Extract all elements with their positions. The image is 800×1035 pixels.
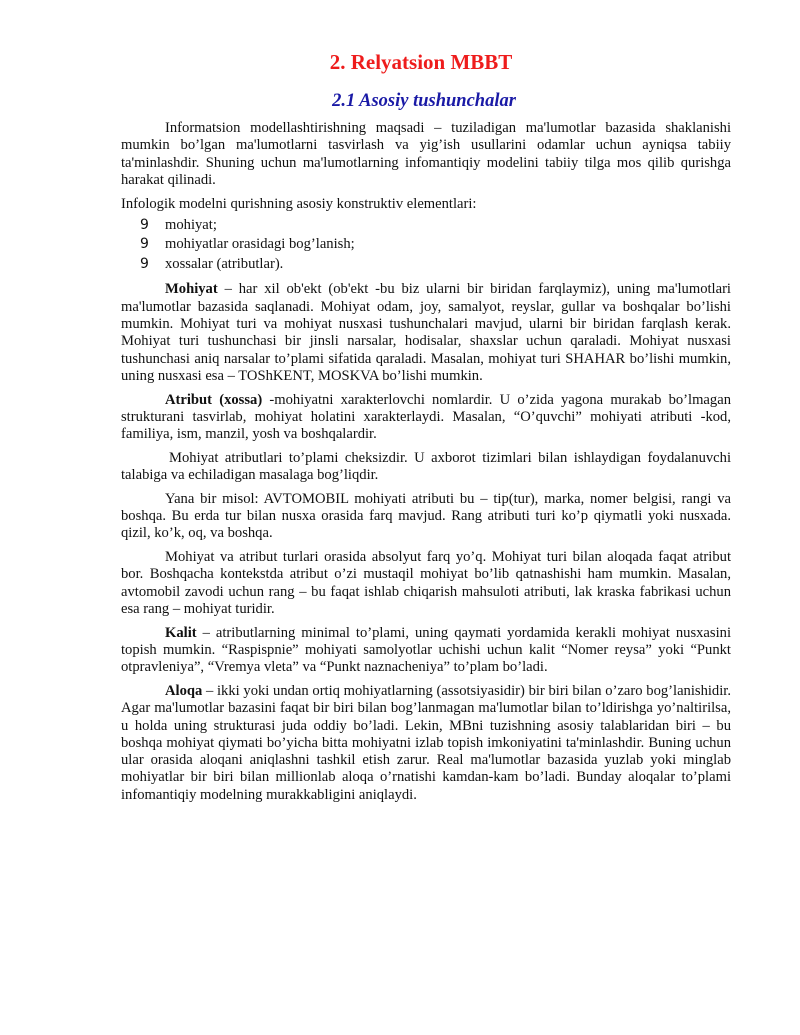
paragraph-mohiyat [121, 281, 731, 385]
term-atribut: Atribut (xossa) [165, 391, 263, 408]
paragraph-intro: Informatsion modellashtirishning maqsadi – tuziladigan ma'lumotlar bazasida shaklanishi mumkin bo’lgan ma'lumotlarni tasvirlash va yig’ish usullarini odamlar uchun ayniqsa tabiiy ta'minlashdir. Shuning uchun ma'lumotlarning infomantiqiy modelini tabiiy tilga mos qilib qurishga harakat qilinadi. [121, 120, 731, 188]
bullet-mark: 9 [140, 255, 149, 272]
list-item [121, 235, 731, 255]
paragraph-attributes-set: Mohiyat atributlari to’plami cheksizdir. U axborot tizimlari bilan ishlaydigan foydalanuvchi talabiga va echiladigan masalaga bog’liqdir. [121, 449, 731, 484]
paragraph-atribut [121, 392, 731, 444]
paragraph-text: – ikki yoki undan ortiq mohiyatlarning (assotsiyasidir) bir biri bilan o’zaro bog’lanishidir. Agar ma'lumotlar bazasini faqat bir biri bilan bog’lanmagan ma'lumotlar bilan to’ldirishga yo’naltirilsa, u holda uning strukturasi juda oddiy bo’ladi. Lekin, MBni tuzishning asosiy talablaridan biri – bu boshqa mohiyat qiymati bo’yicha bitta mohiyatni izlab topish imkoniyatini ta'minlashdir. Buning uchun ular orasida aloqani aniqlashni tashkil etish zarur. Real ma'lumotlar bazasida yuzlab yoki minglab mohiyatlar bir biri bilan millionlab aloqa o’rnatishi kamdan-kam bo’ladi. Bunday aloqalar to’plami infomantiqiy modelning murakkabligini aniqlaydi. [121, 682, 731, 803]
term-kalit: Kalit [165, 624, 197, 641]
term-aloqa: Aloqa [165, 682, 203, 699]
section-subtitle: 2.1 Asosiy tushunchalar [332, 91, 516, 111]
bullet-mark: 9 [140, 236, 149, 253]
list-item [121, 255, 731, 275]
paragraph-text: – har xil ob'ekt (ob'ekt -bu biz ularni bir biridan farqlaymiz), uning ma'lumotlari ma'lumotlar bazasida saqlanadi. Mohiyat odam, joy, samalyot, reyslar, gullar va boshqalar bo’lishi mumkin. Mohiyat turi va mohiyat nusxasi tushunchalari mavjud, ularni bir biridan farqlash kerak. Mohiyat turi tushunchasi bir jinsli narsalar, hodisalar, shaxslar uchun qaraladi. Mohiyat nusxasi tushunchasi aniq narsalar to’plami sifatida qaraladi. Masalan, mohiyat turi SHAHAR bo’lishi mumkin, uning nusxasi esa – TOShKENT, MOSKVA bo’lishi mumkin. [121, 281, 731, 384]
paragraph-text: -mohiyatni xarakterlovchi nomlardir. U o’zida yagona murakab bo’lmagan strukturani tasvirlab, mohiyat holatini xarakterlaydi. Masalan, “O’quvchi” mohiyati atributi -kod, familiya, ism, manzil, yosh va boshqalardir. [121, 391, 731, 443]
list-item-text: xossalar (atributlar). [165, 255, 284, 272]
paragraph-text: – atributlarning minimal to’plami, uning qaymati yordamida kerakli mohiyat nusxasini topish mumkin. “Raspispnie” mohiyati samolyotlar uchishi uchun kalit “Nomer reysa” yoki “Punkt otpravleniya”, “Vremya vleta” va “Punkt naznacheniya” to’plam bo’ladi. [121, 624, 731, 676]
list-item [121, 216, 731, 236]
paragraph-kalit [121, 625, 731, 677]
paragraph-elements-lead: Infologik modelni qurishning asosiy konstruktiv elementlari: [121, 195, 477, 212]
list-item-text: mohiyatlar orasidagi bog’lanish; [165, 236, 355, 253]
term-mohiyat: Mohiyat [165, 281, 218, 298]
paragraph-aloqa [121, 683, 731, 804]
paragraph-difference: Mohiyat va atribut turlari orasida absolyut farq yo’q. Mohiyat turi bilan aloqada faqat atribut bor. Boshqacha kontekstda atribut o’zi mustaqil mohiyat bo’lib qatnashishi ham mumkin. Masalan, avtomobil zavodi uchun rang – bu faqat ishlab chiqarish mahsuloti atributi, lak kraska fabrikasi uchun esa rang – mohiyat turidir. [121, 549, 731, 617]
page-title: 2. Relyatsion MBBT [329, 50, 513, 74]
document-body [121, 120, 731, 810]
list-item-text: mohiyat; [165, 216, 217, 233]
bullet-mark: 9 [140, 216, 149, 233]
paragraph-avtomobil: Yana bir misol: AVTOMOBIL mohiyati atributi bu – tip(tur), marka, nomer belgisi, rangi va boshqa. Bu erda tur bilan nusxa orasida farq mavjud. Rang atributi turi ko’p qiymatli yoki nusxada. qizil, ko’k, oq, va boshqa. [121, 490, 731, 542]
elements-list [121, 216, 731, 275]
